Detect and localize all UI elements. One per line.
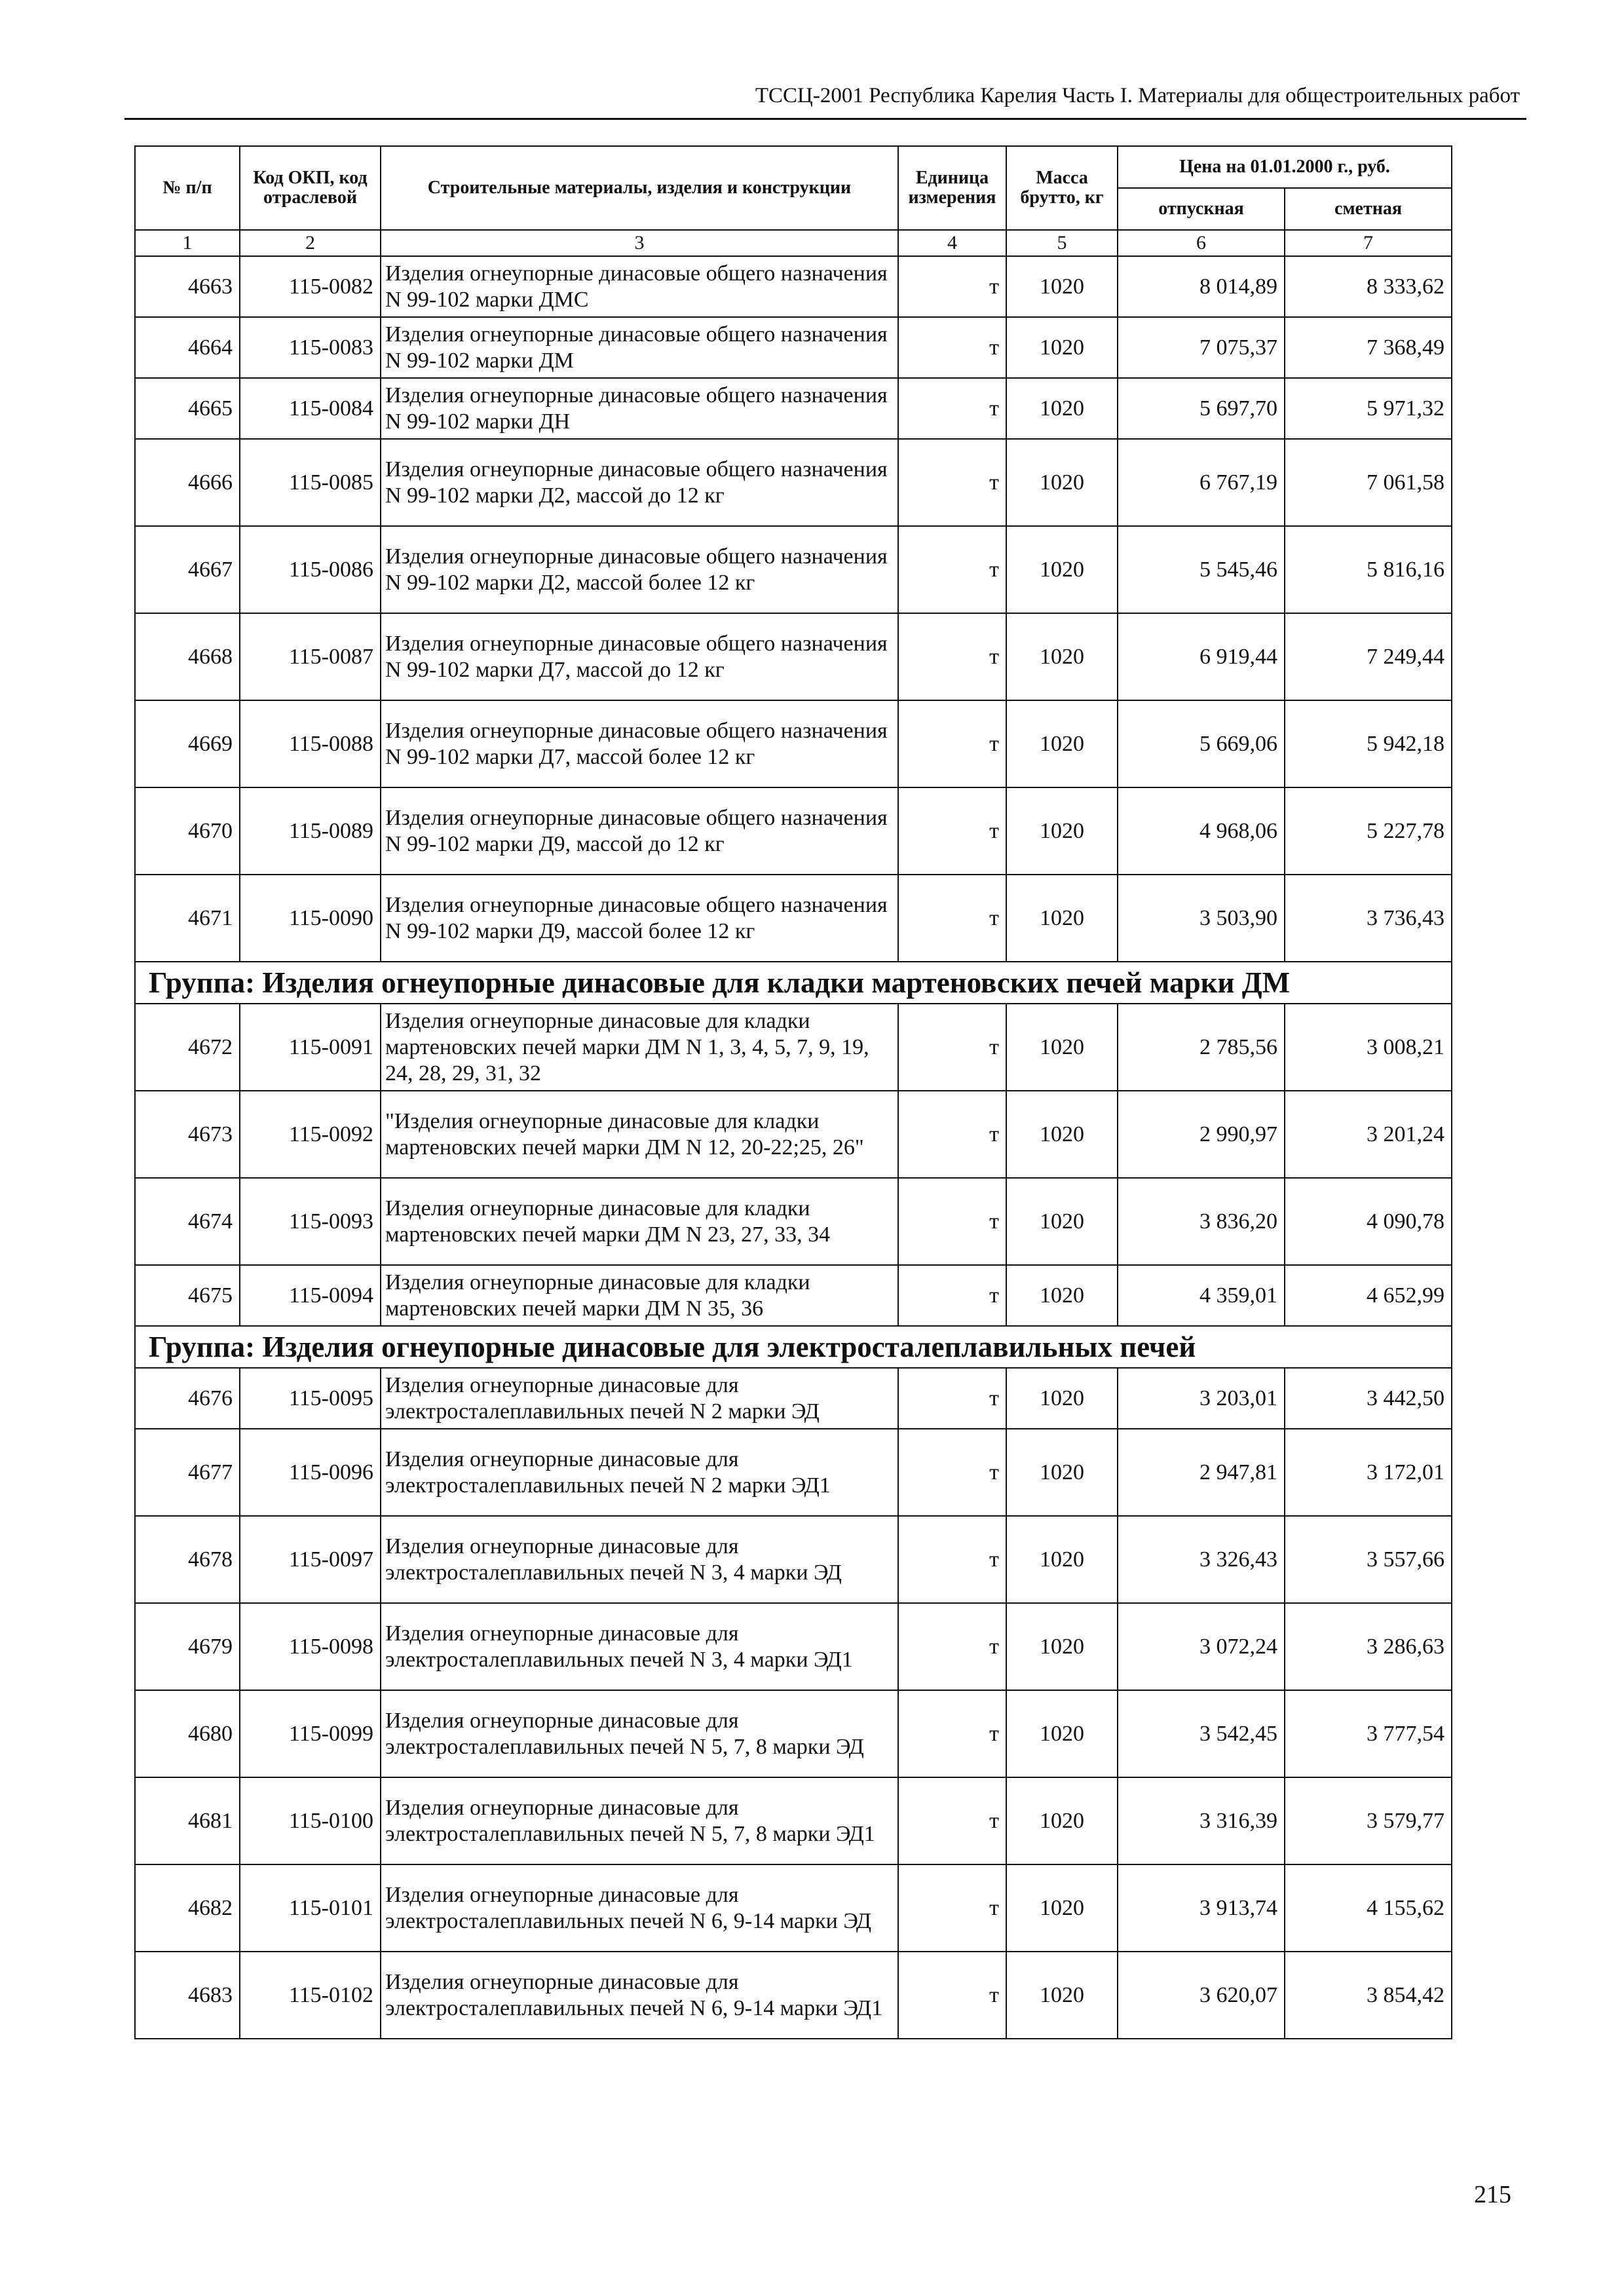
item-estimate-price: 3 008,21	[1285, 1004, 1452, 1091]
item-number: 4671	[135, 875, 240, 962]
item-number: 4680	[135, 1690, 240, 1777]
item-release-price: 6 767,19	[1118, 439, 1285, 526]
table-row	[135, 787, 1452, 875]
item-unit: т	[898, 613, 1006, 700]
item-estimate-price: 5 227,78	[1285, 787, 1452, 875]
item-release-price: 4 359,01	[1118, 1265, 1285, 1326]
item-code: 115-0083	[240, 317, 381, 378]
header-rule	[124, 118, 1526, 120]
item-mass: 1020	[1006, 787, 1118, 875]
price-table	[134, 145, 1452, 2039]
item-name: Изделия огнеупорные динасовые общего назначения N 99-102 марки Д2, массой до 12 кг	[381, 439, 898, 526]
item-release-price: 3 836,20	[1118, 1178, 1285, 1265]
item-mass: 1020	[1006, 526, 1118, 613]
item-release-price: 6 919,44	[1118, 613, 1285, 700]
item-estimate-price: 4 090,78	[1285, 1178, 1452, 1265]
header-name: Строительные материалы, изделия и конструкции	[381, 146, 898, 230]
item-mass: 1020	[1006, 1777, 1118, 1864]
item-estimate-price: 7 249,44	[1285, 613, 1452, 700]
item-name: Изделия огнеупорные динасовые для кладки мартеновских печей марки ДМ N 1, 3, 4, 5, 7, 9, 19, 24, 28, 29, 31, 32	[381, 1004, 898, 1091]
item-estimate-price: 5 942,18	[1285, 700, 1452, 787]
item-mass: 1020	[1006, 1178, 1118, 1265]
item-name: Изделия огнеупорные динасовые общего назначения N 99-102 марки Д9, массой до 12 кг	[381, 787, 898, 875]
item-release-price: 7 075,37	[1118, 317, 1285, 378]
column-number: 6	[1118, 230, 1285, 256]
header-num: № п/п	[135, 146, 240, 230]
item-name: Изделия огнеупорные динасовые для электросталеплавильных печей N 3, 4 марки ЭД	[381, 1516, 898, 1603]
item-estimate-price: 4 155,62	[1285, 1864, 1452, 1952]
group-heading-row	[135, 1326, 1452, 1368]
column-number: 4	[898, 230, 1006, 256]
item-number: 4669	[135, 700, 240, 787]
item-release-price: 5 545,46	[1118, 526, 1285, 613]
item-estimate-price: 7 061,58	[1285, 439, 1452, 526]
item-code: 115-0091	[240, 1004, 381, 1091]
table-row	[135, 256, 1452, 317]
table-row	[135, 1690, 1452, 1777]
item-mass: 1020	[1006, 1516, 1118, 1603]
item-mass: 1020	[1006, 700, 1118, 787]
item-code: 115-0087	[240, 613, 381, 700]
item-name: "Изделия огнеупорные динасовые для кладки мартеновских печей марки ДМ N 12, 20-22;25, 26"	[381, 1091, 898, 1178]
item-mass: 1020	[1006, 256, 1118, 317]
item-unit: т	[898, 1952, 1006, 2039]
table-row	[135, 1864, 1452, 1952]
item-unit: т	[898, 317, 1006, 378]
item-estimate-price: 3 442,50	[1285, 1368, 1452, 1429]
item-estimate-price: 3 854,42	[1285, 1952, 1452, 2039]
item-name: Изделия огнеупорные динасовые общего назначения N 99-102 марки ДМС	[381, 256, 898, 317]
page-header-title: ТССЦ-2001 Республика Карелия Часть I. Материалы для общестроительных работ	[755, 84, 1520, 107]
item-code: 115-0102	[240, 1952, 381, 2039]
item-code: 115-0093	[240, 1178, 381, 1265]
header-unit: Единица измерения	[898, 146, 1006, 230]
table-row	[135, 1091, 1452, 1178]
item-name: Изделия огнеупорные динасовые общего назначения N 99-102 марки ДМ	[381, 317, 898, 378]
item-unit: т	[898, 439, 1006, 526]
item-unit: т	[898, 526, 1006, 613]
group-heading: Группа: Изделия огнеупорные динасовые для кладки мартеновских печей марки ДМ	[135, 962, 1452, 1004]
item-name: Изделия огнеупорные динасовые общего назначения N 99-102 марки ДН	[381, 378, 898, 439]
item-number: 4683	[135, 1952, 240, 2039]
item-mass: 1020	[1006, 317, 1118, 378]
table-row	[135, 1429, 1452, 1516]
item-estimate-price: 3 579,77	[1285, 1777, 1452, 1864]
item-name: Изделия огнеупорные динасовые для электросталеплавильных печей N 6, 9-14 марки ЭД	[381, 1864, 898, 1952]
item-unit: т	[898, 1178, 1006, 1265]
item-code: 115-0088	[240, 700, 381, 787]
item-number: 4682	[135, 1864, 240, 1952]
column-number-row	[135, 230, 1452, 256]
item-name: Изделия огнеупорные динасовые для электросталеплавильных печей N 2 марки ЭД	[381, 1368, 898, 1429]
item-number: 4674	[135, 1178, 240, 1265]
table-row	[135, 1368, 1452, 1429]
item-number: 4666	[135, 439, 240, 526]
group-heading-row	[135, 962, 1452, 1004]
item-unit: т	[898, 1603, 1006, 1690]
table-row	[135, 1178, 1452, 1265]
item-estimate-price: 3 736,43	[1285, 875, 1452, 962]
item-unit: т	[898, 700, 1006, 787]
item-number: 4679	[135, 1603, 240, 1690]
item-unit: т	[898, 378, 1006, 439]
item-release-price: 3 316,39	[1118, 1777, 1285, 1864]
item-estimate-price: 3 777,54	[1285, 1690, 1452, 1777]
item-release-price: 3 620,07	[1118, 1952, 1285, 2039]
item-code: 115-0099	[240, 1690, 381, 1777]
item-mass: 1020	[1006, 439, 1118, 526]
item-estimate-price: 3 286,63	[1285, 1603, 1452, 1690]
item-estimate-price: 3 172,01	[1285, 1429, 1452, 1516]
item-number: 4677	[135, 1429, 240, 1516]
item-code: 115-0086	[240, 526, 381, 613]
item-code: 115-0101	[240, 1864, 381, 1952]
table-row	[135, 1265, 1452, 1326]
item-code: 115-0096	[240, 1429, 381, 1516]
item-estimate-price: 3 201,24	[1285, 1091, 1452, 1178]
item-release-price: 3 326,43	[1118, 1516, 1285, 1603]
header-estimate-price: сметная	[1285, 188, 1452, 230]
item-unit: т	[898, 256, 1006, 317]
item-code: 115-0090	[240, 875, 381, 962]
item-name: Изделия огнеупорные динасовые для электросталеплавильных печей N 2 марки ЭД1	[381, 1429, 898, 1516]
item-number: 4672	[135, 1004, 240, 1091]
table-row	[135, 317, 1452, 378]
item-release-price: 2 947,81	[1118, 1429, 1285, 1516]
item-release-price: 2 990,97	[1118, 1091, 1285, 1178]
item-release-price: 3 913,74	[1118, 1864, 1285, 1952]
group-heading: Группа: Изделия огнеупорные динасовые для электросталеплавильных печей	[135, 1326, 1452, 1368]
page-number: 215	[1474, 2181, 1511, 2208]
item-unit: т	[898, 1864, 1006, 1952]
table-row	[135, 1603, 1452, 1690]
header-okp: Код ОКП, код отраслевой	[240, 146, 381, 230]
item-number: 4664	[135, 317, 240, 378]
table-row	[135, 1516, 1452, 1603]
column-number: 3	[381, 230, 898, 256]
table-row	[135, 378, 1452, 439]
item-release-price: 5 697,70	[1118, 378, 1285, 439]
table-row	[135, 613, 1452, 700]
item-release-price: 3 072,24	[1118, 1603, 1285, 1690]
column-number: 2	[240, 230, 381, 256]
item-release-price: 3 503,90	[1118, 875, 1285, 962]
item-code: 115-0097	[240, 1516, 381, 1603]
item-code: 115-0098	[240, 1603, 381, 1690]
item-release-price: 3 542,45	[1118, 1690, 1285, 1777]
header-mass: Масса брутто, кг	[1006, 146, 1118, 230]
item-mass: 1020	[1006, 1004, 1118, 1091]
item-mass: 1020	[1006, 1690, 1118, 1777]
table-row	[135, 526, 1452, 613]
item-unit: т	[898, 875, 1006, 962]
table-row	[135, 1004, 1452, 1091]
item-name: Изделия огнеупорные динасовые для кладки мартеновских печей марки ДМ N 23, 27, 33, 34	[381, 1178, 898, 1265]
item-name: Изделия огнеупорные динасовые для кладки мартеновских печей марки ДМ N 35, 36	[381, 1265, 898, 1326]
item-mass: 1020	[1006, 1864, 1118, 1952]
item-name: Изделия огнеупорные динасовые общего назначения N 99-102 марки Д7, массой до 12 кг	[381, 613, 898, 700]
item-estimate-price: 8 333,62	[1285, 256, 1452, 317]
item-unit: т	[898, 787, 1006, 875]
item-unit: т	[898, 1777, 1006, 1864]
item-release-price: 4 968,06	[1118, 787, 1285, 875]
item-code: 115-0100	[240, 1777, 381, 1864]
item-unit: т	[898, 1690, 1006, 1777]
table-row	[135, 700, 1452, 787]
item-mass: 1020	[1006, 1265, 1118, 1326]
item-code: 115-0095	[240, 1368, 381, 1429]
item-code: 115-0084	[240, 378, 381, 439]
item-code: 115-0082	[240, 256, 381, 317]
item-number: 4678	[135, 1516, 240, 1603]
item-mass: 1020	[1006, 1368, 1118, 1429]
item-code: 115-0089	[240, 787, 381, 875]
column-number: 7	[1285, 230, 1452, 256]
item-mass: 1020	[1006, 613, 1118, 700]
item-name: Изделия огнеупорные динасовые общего назначения N 99-102 марки Д9, массой более 12 кг	[381, 875, 898, 962]
item-number: 4663	[135, 256, 240, 317]
item-mass: 1020	[1006, 875, 1118, 962]
item-code: 115-0094	[240, 1265, 381, 1326]
item-unit: т	[898, 1516, 1006, 1603]
item-release-price: 3 203,01	[1118, 1368, 1285, 1429]
item-mass: 1020	[1006, 1429, 1118, 1516]
item-number: 4673	[135, 1091, 240, 1178]
table-row	[135, 439, 1452, 526]
item-name: Изделия огнеупорные динасовые для электросталеплавильных печей N 6, 9-14 марки ЭД1	[381, 1952, 898, 2039]
item-name: Изделия огнеупорные динасовые для электросталеплавильных печей N 5, 7, 8 марки ЭД1	[381, 1777, 898, 1864]
item-name: Изделия огнеупорные динасовые для электросталеплавильных печей N 3, 4 марки ЭД1	[381, 1603, 898, 1690]
item-release-price: 2 785,56	[1118, 1004, 1285, 1091]
header-price: Цена на 01.01.2000 г., руб.	[1118, 146, 1452, 188]
item-mass: 1020	[1006, 1603, 1118, 1690]
item-mass: 1020	[1006, 1952, 1118, 2039]
item-estimate-price: 4 652,99	[1285, 1265, 1452, 1326]
item-name: Изделия огнеупорные динасовые общего назначения N 99-102 марки Д2, массой более 12 кг	[381, 526, 898, 613]
item-name: Изделия огнеупорные динасовые общего назначения N 99-102 марки Д7, массой более 12 кг	[381, 700, 898, 787]
table-row	[135, 1777, 1452, 1864]
column-number: 1	[135, 230, 240, 256]
item-mass: 1020	[1006, 1091, 1118, 1178]
item-code: 115-0092	[240, 1091, 381, 1178]
item-estimate-price: 5 816,16	[1285, 526, 1452, 613]
item-release-price: 5 669,06	[1118, 700, 1285, 787]
table-row	[135, 1952, 1452, 2039]
item-unit: т	[898, 1265, 1006, 1326]
item-estimate-price: 5 971,32	[1285, 378, 1452, 439]
item-number: 4675	[135, 1265, 240, 1326]
item-number: 4668	[135, 613, 240, 700]
item-estimate-price: 3 557,66	[1285, 1516, 1452, 1603]
item-number: 4681	[135, 1777, 240, 1864]
item-name: Изделия огнеупорные динасовые для электросталеплавильных печей N 5, 7, 8 марки ЭД	[381, 1690, 898, 1777]
item-number: 4667	[135, 526, 240, 613]
item-release-price: 8 014,89	[1118, 256, 1285, 317]
item-number: 4665	[135, 378, 240, 439]
table-row	[135, 875, 1452, 962]
item-number: 4676	[135, 1368, 240, 1429]
item-unit: т	[898, 1004, 1006, 1091]
item-number: 4670	[135, 787, 240, 875]
item-code: 115-0085	[240, 439, 381, 526]
column-number: 5	[1006, 230, 1118, 256]
item-mass: 1020	[1006, 378, 1118, 439]
item-unit: т	[898, 1368, 1006, 1429]
item-unit: т	[898, 1091, 1006, 1178]
item-estimate-price: 7 368,49	[1285, 317, 1452, 378]
header-release-price: отпускная	[1118, 188, 1285, 230]
item-unit: т	[898, 1429, 1006, 1516]
